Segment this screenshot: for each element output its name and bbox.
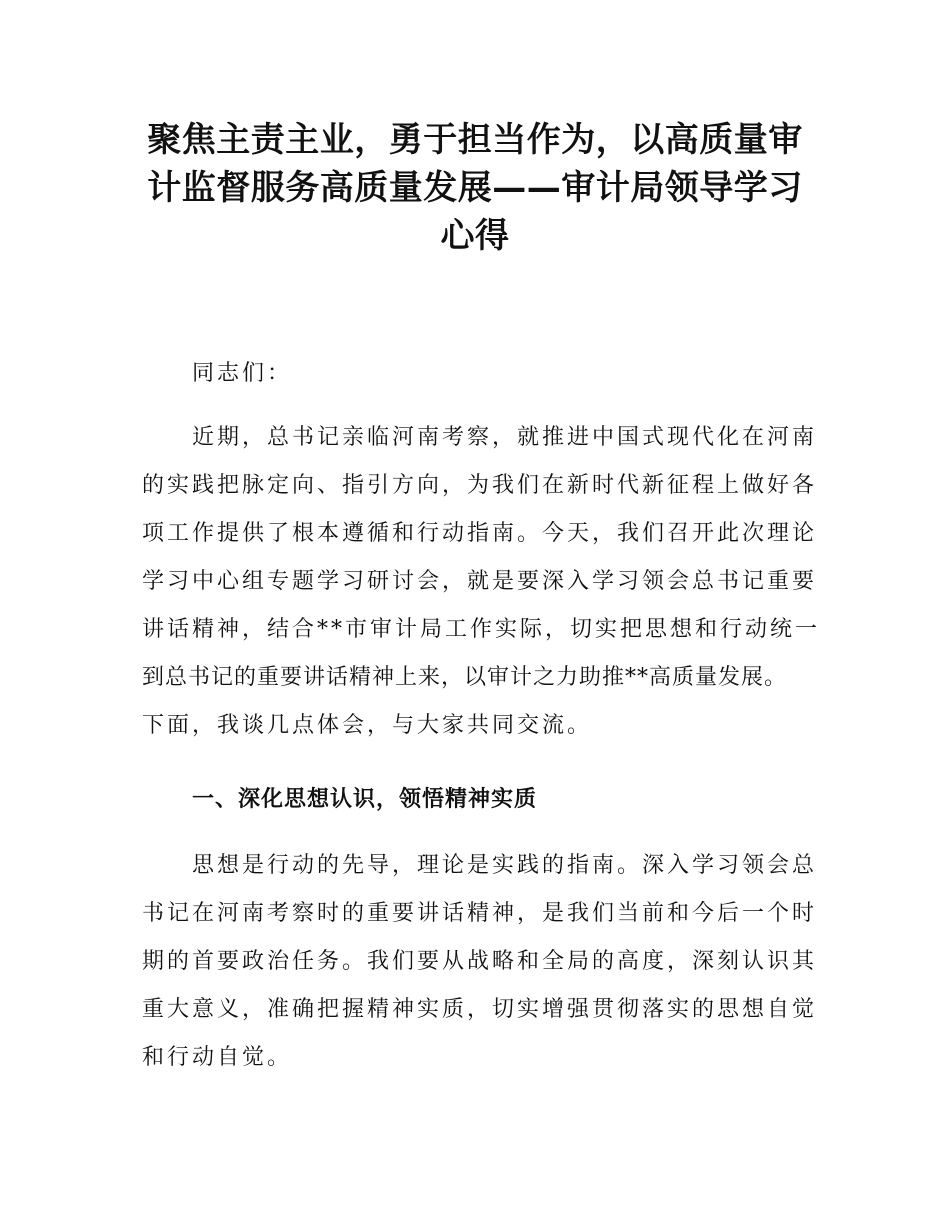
paragraph-line: 的实践把脉定向、指引方向，为我们在新时代新征程上做好各: [142, 473, 818, 498]
paragraph-2: [142, 842, 832, 1082]
paragraph-line: 项工作提供了根本遵循和行动指南。今天，我们召开此次理论: [142, 521, 818, 546]
section-heading: 一、深化思想认识，领悟精神实质: [192, 787, 538, 812]
salutation-text: 同志们：: [192, 361, 293, 386]
paragraph-line: 学习中心组专题学习研讨会，就是要深入学习领会总书记重要: [142, 569, 818, 594]
paragraph-line: 期的首要政治任务。我们要从战略和全局的高度，深刻认识其: [142, 949, 818, 974]
title-line: 计监督服务高质量发展——审计局领导学习: [147, 168, 803, 208]
paragraph-line: 到总书记的重要讲话精神上来，以审计之力助推**高质量发展。: [142, 665, 788, 690]
paragraph-line: 下面，我谈几点体会，与大家共同交流。: [142, 713, 593, 738]
paragraph-line: 讲话精神，结合**市审计局工作实际，切实把思想和行动统一: [142, 617, 821, 642]
paragraph-line: 和行动自觉。: [142, 1045, 293, 1070]
paragraph-line: 书记在河南考察时的重要讲话精神，是我们当前和今后一个时: [142, 901, 818, 926]
paragraph-line: 近期，总书记亲临河南考察，就推进中国式现代化在河南: [192, 425, 818, 450]
paragraph-line: 重大意义，准确把握精神实质，切实增强贯彻落实的思想自觉: [142, 997, 818, 1022]
salutation: [142, 350, 832, 398]
title-line: 聚焦主责主业，勇于担当作为，以高质量审: [147, 120, 803, 160]
document-title: [120, 116, 830, 260]
title-line: 心得: [440, 216, 510, 256]
paragraph-line: 思想是行动的先导，理论是实践的指南。深入学习领会总: [192, 853, 818, 878]
paragraph-1: [142, 414, 832, 750]
